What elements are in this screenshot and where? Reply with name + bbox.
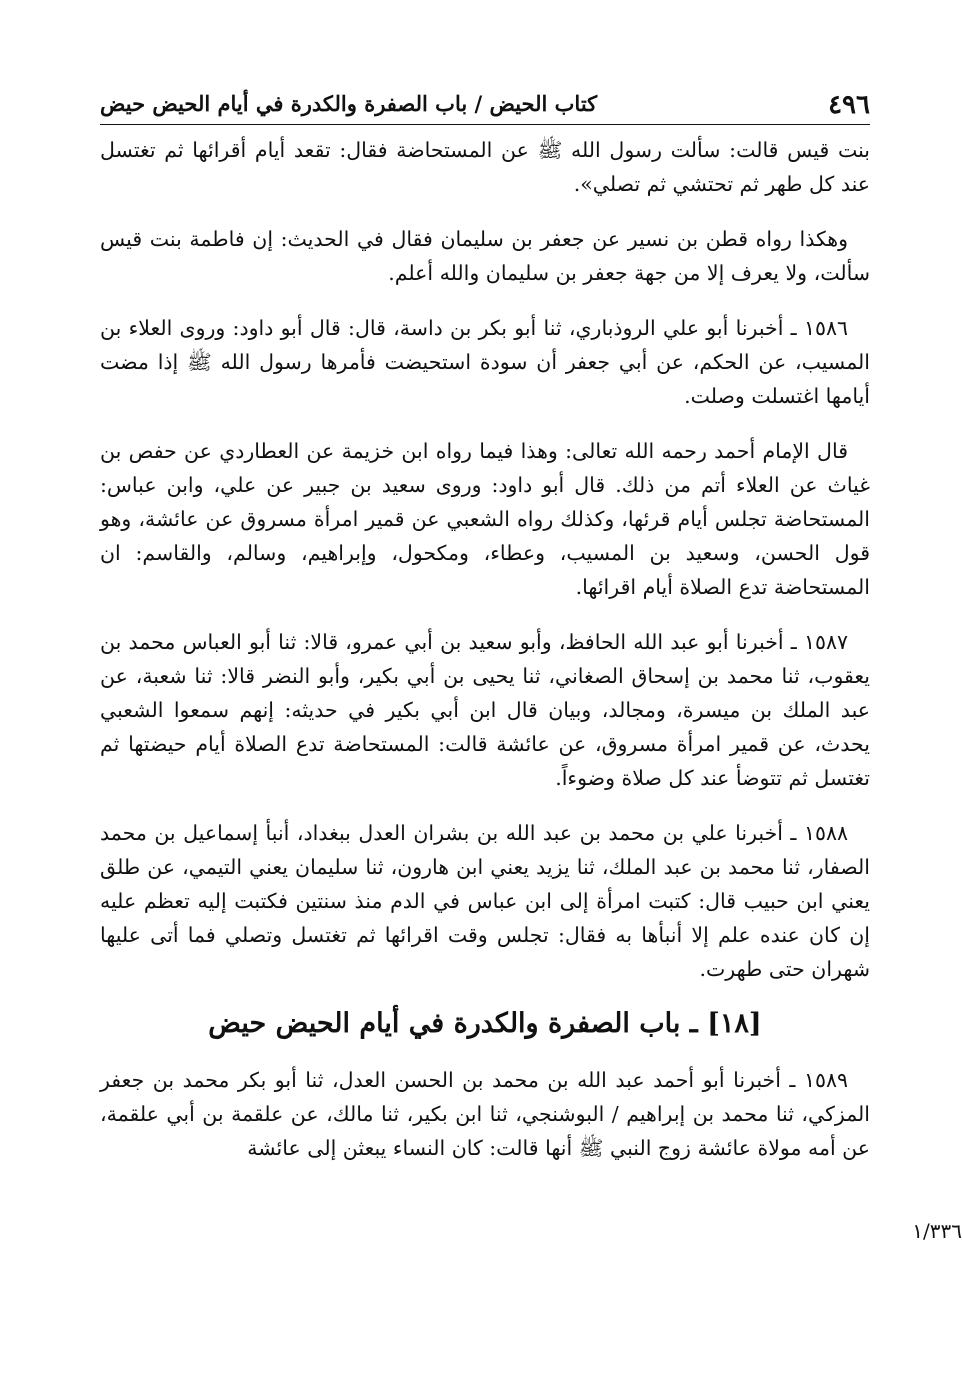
page-header xyxy=(100,88,870,125)
page-number: ٤٩٦ xyxy=(828,90,870,120)
running-title: كتاب الحيض / باب الصفرة والكدرة في أيام الحيض حيض xyxy=(100,91,598,116)
paragraph: قال الإمام أحمد رحمه الله تعالى: وهذا فيما رواه ابن خزيمة عن العطاردي عن حفص بن غياث عن العلاء أتم من ذلك. قال أبو داود: وروى سعيد بن جبير عن علي، وابن عباس: المستحاضة تجلس أيام قرئها، وكذلك رواه الشعبي عن قمير امرأة مسروق عن عائشة، وهو قول الحسن، وسعيد بن المسيب، وعطاء، ومكحول، وإبراهيم، وسالم، والقاسم: ان المستحاضة تدع الصلاة أيام اقرائها. xyxy=(100,439,870,599)
paragraph: ١٥٨٧ ـ أخبرنا أبو عبد الله الحافظ، وأبو سعيد بن أبي عمرو، قالا: ثنا أبو العباس محمد بن يعقوب، ثنا محمد بن إسحاق الصغاني، ثنا يحيى بن أبي بكير، وأبو النضر قالا: ثنا شعبة، عن عبد الملك بن ميسرة، ومجالد، وبيان قال ابن أبي بكير في حديثه: إنهم سمعوا الشعبي يحدث، عن قمير امرأة مسروق، عن عائشة قالت: المستحاضة تدع الصلاة أيام حيضتها ثم تغتسل ثم تتوضأ عند كل صلاة وضوءاً. xyxy=(100,630,870,790)
margin-note: ١/٣٣٦ xyxy=(912,1219,962,1243)
paragraph: ١٥٨٦ ـ أخبرنا أبو علي الروذباري، ثنا أبو بكر بن داسة، قال: قال أبو داود: وروى العلاء بن المسيب، عن الحكم، عن أبي جعفر أن سودة استحيضت فأمرها رسول الله ﷺ إذا مضت أيامها اغتسلت وصلت. xyxy=(100,316,870,408)
section-heading: [١٨] ـ باب الصفرة والكدرة في أيام الحيض حيض xyxy=(208,1008,762,1039)
paragraph: ١٥٨٩ ـ أخبرنا أبو أحمد عبد الله بن محمد بن الحسن العدل، ثنا أبو بكر محمد بن جعفر المزكي، ثنا محمد بن إبراهيم / البوشنجي، ثنا ابن بكير، ثنا مالك، عن علقمة بن أبي علقمة، عن أمه مولاة عائشة زوج النبي ﷺ أنها قالت: كان النساء يبعثن إلى عائشة xyxy=(100,1068,870,1160)
paragraph: ١٥٨٨ ـ أخبرنا علي بن محمد بن عبد الله بن بشران العدل ببغداد، أنبأ إسماعيل بن محمد الصفار، ثنا محمد بن عبد الملك، ثنا يزيد يعني ابن هارون، ثنا سليمان يعني التيمي، عن طلق يعني ابن حبيب قال: كتبت امرأة إلى ابن عباس في الدم منذ سنتين فكتبت إليه تعظم عليه إن كان عنده علم إلا أنبأها به فقال: تجلس وقت اقرائها ثم تغتسل وتصلي فما أتى عليها شهران حتى طهرت. xyxy=(100,821,870,981)
body-text xyxy=(100,133,870,1165)
page xyxy=(100,88,870,1186)
paragraph: وهكذا رواه قطن بن نسير عن جعفر بن سليمان فقال في الحديث: إن فاطمة بنت قيس سألت، ولا يعرف إلا من جهة جعفر بن سليمان والله أعلم. xyxy=(100,227,870,285)
paragraph: بنت قيس قالت: سألت رسول الله ﷺ عن المستحاضة فقال: تقعد أيام أقرائها ثم تغتسل عند كل طهر ثم تحتشي ثم تصلي». xyxy=(100,138,870,196)
